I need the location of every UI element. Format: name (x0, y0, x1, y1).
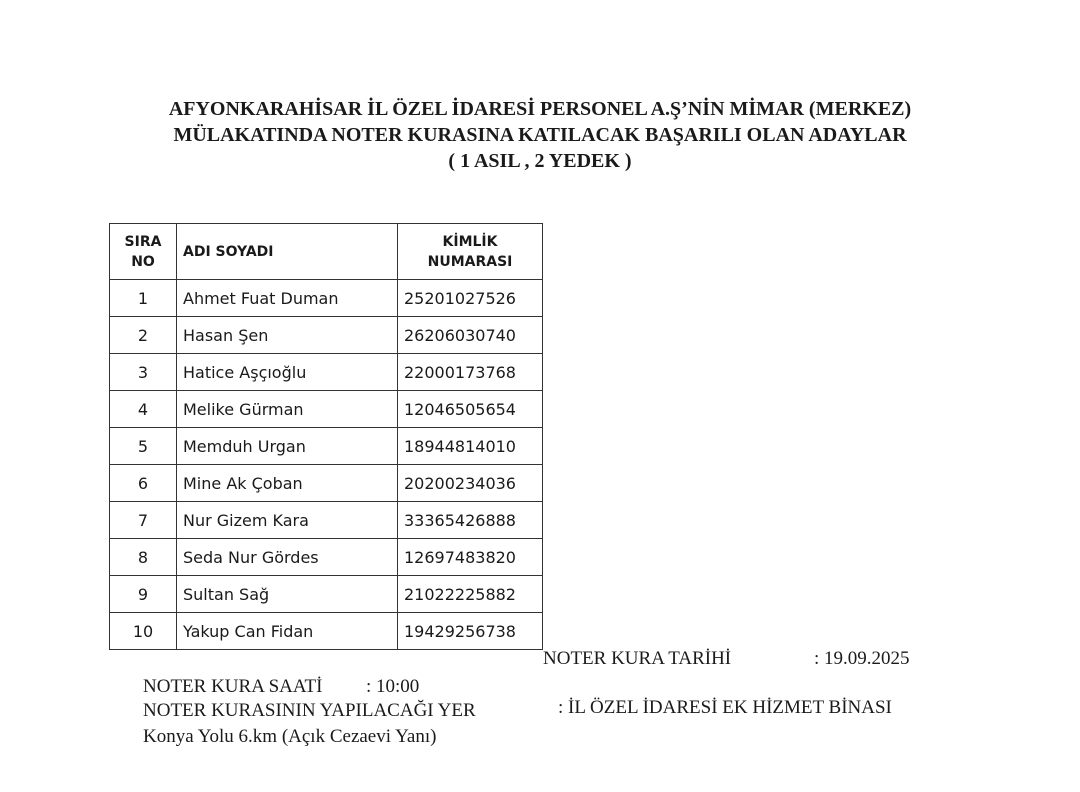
row-no: 7 (110, 502, 177, 539)
table-row (110, 465, 543, 502)
table-row (110, 613, 543, 650)
row-id: 22000173768 (398, 354, 543, 391)
row-id: 12046505654 (398, 391, 543, 428)
table-row (110, 280, 543, 317)
header-kimlik-numarasi: KİMLİK NUMARASI (398, 224, 543, 280)
table-row (110, 354, 543, 391)
document-title (0, 96, 1080, 174)
row-no: 1 (110, 280, 177, 317)
date-label: NOTER KURA TARİHİ (543, 648, 732, 669)
row-no: 8 (110, 539, 177, 576)
row-name: Hasan Şen (177, 317, 398, 354)
row-id: 20200234036 (398, 465, 543, 502)
candidates-table (109, 223, 543, 650)
row-id: 12697483820 (398, 539, 543, 576)
row-name: Nur Gizem Kara (177, 502, 398, 539)
row-id: 21022225882 (398, 576, 543, 613)
table-row (110, 391, 543, 428)
header-adi-soyadi: ADI SOYADI (177, 224, 398, 280)
table-row (110, 428, 543, 465)
row-no: 5 (110, 428, 177, 465)
time-value: : 10:00 (366, 676, 420, 697)
row-id: 33365426888 (398, 502, 543, 539)
title-line-2: MÜLAKATINDA NOTER KURASINA KATILACAK BAŞARILI OLAN ADAYLAR (173, 124, 907, 146)
row-name: Memduh Urgan (177, 428, 398, 465)
row-no: 6 (110, 465, 177, 502)
time-label: NOTER KURA SAATİ (143, 676, 323, 697)
table-row (110, 576, 543, 613)
row-name: Melike Gürman (177, 391, 398, 428)
row-id: 19429256738 (398, 613, 543, 650)
row-no: 9 (110, 576, 177, 613)
table-row (110, 502, 543, 539)
table-row (110, 317, 543, 354)
row-id: 26206030740 (398, 317, 543, 354)
table-row (110, 539, 543, 576)
row-no: 10 (110, 613, 177, 650)
address: Konya Yolu 6.km (Açık Cezaevi Yanı) (143, 726, 437, 747)
row-name: Mine Ak Çoban (177, 465, 398, 502)
row-no: 4 (110, 391, 177, 428)
table-header-row (110, 224, 543, 280)
row-name: Seda Nur Gördes (177, 539, 398, 576)
row-no: 3 (110, 354, 177, 391)
title-line-3: ( 1 ASIL , 2 YEDEK ) (448, 150, 632, 172)
row-name: Sultan Sağ (177, 576, 398, 613)
date-value: : 19.09.2025 (814, 648, 910, 669)
row-name: Hatice Aşçıoğlu (177, 354, 398, 391)
row-id: 25201027526 (398, 280, 543, 317)
row-id: 18944814010 (398, 428, 543, 465)
header-sira-no: SIRA NO (110, 224, 177, 280)
table-body (110, 280, 543, 650)
row-no: 2 (110, 317, 177, 354)
place-value: : İL ÖZEL İDARESİ EK HİZMET BİNASI (558, 697, 892, 718)
title-line-1: AFYONKARAHİSAR İL ÖZEL İDARESİ PERSONEL A.Ş’NİN MİMAR (MERKEZ) (168, 98, 912, 120)
row-name: Ahmet Fuat Duman (177, 280, 398, 317)
row-name: Yakup Can Fidan (177, 613, 398, 650)
place-label: NOTER KURASININ YAPILACAĞI YER (143, 700, 476, 721)
